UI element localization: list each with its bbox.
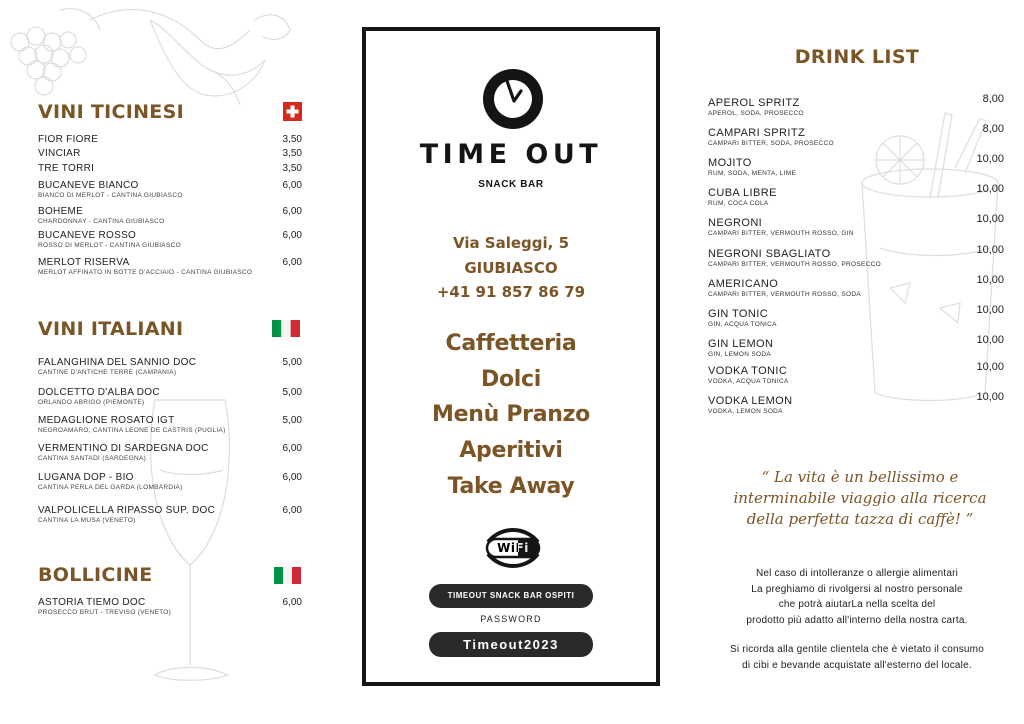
item-name: DOLCETTO D'ALBA DOC [38, 387, 160, 398]
wine-item [38, 443, 302, 462]
drink-item [708, 93, 1004, 117]
wifi-network-badge: TIMEOUT SNACK BAR OSPITI [429, 584, 593, 608]
wine-item [38, 472, 302, 491]
italy-flag-icon [272, 320, 300, 337]
drink-item [708, 244, 1004, 268]
item-name: GIN LEMON [708, 338, 774, 350]
item-name: AMERICANO [708, 278, 779, 290]
section-title-vini-ticinesi: VINI TICINESI [38, 101, 184, 123]
item-description: CAMPARI BITTER, SODA, PROSECCO [708, 140, 834, 147]
section-title-vini-italiani: VINI ITALIANI [38, 318, 184, 340]
item-description: BIANCO DI MERLOT - CANTINA GIUBIASCO [38, 192, 183, 199]
item-name: MERLOT RISERVA [38, 257, 130, 268]
wine-item [38, 180, 302, 199]
item-description: GIN, ACQUA TONICA [708, 321, 777, 328]
drink-item [708, 334, 1004, 358]
item-price: 6,00 [282, 597, 302, 608]
password-label: PASSWORD [480, 614, 542, 624]
item-description: CAMPARI BITTER, VERMOUTH ROSSO, SODA [708, 291, 861, 298]
quote-line: “ La vita è un bellissimo e [761, 468, 959, 486]
item-description: MERLOT AFFINATO IN BOTTE D'ACCIAIO - CANTINA GIUBIASCO [38, 269, 253, 276]
italy-flag-icon [274, 567, 301, 584]
wine-item [38, 134, 302, 145]
item-price: 3,50 [282, 163, 302, 174]
item-price: 5,00 [282, 357, 302, 368]
swiss-flag-icon [283, 102, 302, 121]
drink-list-title: DRINK LIST [794, 46, 920, 68]
item-name: CUBA LIBRE [708, 187, 777, 199]
item-name: VINCIAR [38, 148, 81, 159]
wine-list-panel [0, 0, 330, 724]
note-line: di cibi e bevande acquistate all'esterno del locale. [742, 659, 972, 671]
wine-item [38, 230, 302, 249]
item-description: PROSECCO BRUT - TREVISO (VENETO) [38, 609, 172, 616]
item-description: ROSSO DI MERLOT - CANTINA GIUBIASCO [38, 242, 181, 249]
item-name: FIOR FIORE [38, 134, 99, 145]
item-description: CAMPARI BITTER, VERMOUTH ROSSO, PROSECCO [708, 261, 881, 268]
item-description: CANTINA LA MUSA (VENETO) [38, 517, 136, 524]
wine-item [38, 415, 302, 434]
item-price: 6,00 [282, 257, 302, 268]
item-name: VODKA TONIC [708, 365, 788, 377]
coffee-quote [720, 467, 1000, 530]
item-description: CAMPARI BITTER, VERMOUTH ROSSO, GIN [708, 230, 854, 237]
service-take-away: Take Away [447, 474, 575, 499]
item-price: 10,00 [976, 361, 1004, 373]
drink-item [708, 304, 1004, 328]
item-price: 6,00 [282, 230, 302, 241]
item-price: 10,00 [976, 244, 1004, 256]
item-name: BOHEME [38, 206, 84, 217]
item-price: 8,00 [982, 123, 1004, 135]
drink-item [708, 391, 1004, 415]
wine-item [38, 387, 302, 406]
quote-line: interminabile viaggio alla ricerca [733, 489, 987, 507]
item-description: CANTINE D'ANTICHE TERRE (CAMPANIA) [38, 369, 177, 376]
grapes-sketch-icon [0, 0, 300, 110]
service-dolci: Dolci [481, 367, 541, 392]
item-name: TRE TORRI [38, 163, 95, 174]
service-menu-pranzo: Menù Pranzo [432, 402, 590, 427]
note-line: prodotto più adatto all'interno della nostra carta. [746, 614, 968, 626]
item-price: 10,00 [976, 213, 1004, 225]
item-description: CANTINA PERLA DEL GARDA (LOMBARDIA) [38, 484, 183, 491]
drink-item [708, 213, 1004, 237]
wine-item [38, 357, 302, 376]
wifi-icon [483, 528, 543, 568]
item-name: LUGANA DOP - BIO [38, 472, 134, 483]
wine-item [38, 206, 302, 225]
item-price: 10,00 [976, 391, 1004, 403]
item-price: 6,00 [282, 206, 302, 217]
item-description: VODKA, LEMON SODA [708, 408, 783, 415]
item-description: RUM, SODA, MENTA, LIME [708, 170, 797, 177]
item-name: MEDAGLIONE ROSATO IGT [38, 415, 175, 426]
item-price: 6,00 [282, 505, 302, 516]
note-line: Si ricorda alla gentile clientela che è vietato il consumo [730, 644, 984, 655]
item-description: ORLANDO ABRIGO (PIEMONTE) [38, 399, 145, 406]
cover-card [362, 27, 660, 686]
consumption-note [690, 642, 1024, 673]
item-price: 6,00 [282, 180, 302, 191]
wifi-label: WiFi [497, 541, 529, 555]
item-price: 5,00 [282, 387, 302, 398]
cover-panel [345, 0, 680, 724]
drink-item [708, 274, 1004, 298]
item-price: 10,00 [976, 153, 1004, 165]
item-price: 10,00 [976, 183, 1004, 195]
drink-item [708, 153, 1004, 177]
address-street: Via Saleggi, 5 [452, 234, 570, 252]
note-line: La preghiamo di rivolgersi al nostro personale [751, 583, 963, 595]
item-name: FALANGHINA DEL SANNIO DOC [38, 357, 197, 368]
item-name: BUCANEVE ROSSO [38, 230, 137, 241]
wine-item [38, 148, 302, 159]
allergy-note [690, 566, 1024, 628]
section-title-bollicine: BOLLICINE [38, 564, 153, 586]
item-name: GIN TONIC [708, 308, 769, 320]
item-description: RUM, COCA COLA [708, 200, 769, 207]
item-price: 6,00 [282, 472, 302, 483]
item-name: VODKA LEMON [708, 395, 793, 407]
drink-item [708, 123, 1004, 147]
item-description: CANTINA SANTADI (SARDEGNA) [38, 455, 147, 462]
item-name: NEGRONI [708, 217, 763, 229]
service-caffetteria: Caffetteria [445, 331, 577, 356]
item-price: 8,00 [982, 93, 1004, 105]
item-name: BUCANEVE BIANCO [38, 180, 139, 191]
clock-logo-icon [481, 67, 545, 131]
brand-name: TIME OUT [419, 139, 603, 170]
wifi-password-badge: Timeout2023 [429, 632, 593, 657]
item-name: APEROL SPRITZ [708, 97, 800, 109]
item-name: ASTORIA TIEMO DOC [38, 597, 146, 608]
quote-line: della perfetta tazza di caffè! ” [746, 510, 974, 528]
note-line: Nel caso di intolleranze o allergie alimentari [755, 568, 959, 579]
item-price: 3,50 [282, 134, 302, 145]
drink-list-panel [690, 0, 1024, 724]
wine-item [38, 257, 302, 276]
item-name: MOJITO [708, 157, 752, 169]
drink-item [708, 183, 1004, 207]
item-price: 10,00 [976, 334, 1004, 346]
item-name: NEGRONI SBAGLIATO [708, 248, 831, 260]
item-price: 6,00 [282, 443, 302, 454]
item-name: VALPOLICELLA RIPASSO SUP. DOC [38, 505, 216, 516]
brand-tagline: SNACK BAR [478, 179, 544, 190]
address-city: GIUBIASCO [464, 259, 558, 277]
note-line: che potrà aiutarLa nella scelta del [778, 599, 936, 610]
item-description: GIN, LEMON SODA [708, 351, 772, 358]
item-price: 3,50 [282, 148, 302, 159]
item-description: APEROL, SODA, PROSECCO [708, 110, 804, 117]
item-name: CAMPARI SPRITZ [708, 127, 806, 139]
wine-item [38, 163, 302, 174]
item-description: VODKA, ACQUA TONICA [708, 378, 789, 385]
item-price: 5,00 [282, 415, 302, 426]
wine-glass-sketch-icon [135, 390, 245, 690]
wine-item [38, 597, 302, 616]
item-price: 10,00 [976, 304, 1004, 316]
item-price: 10,00 [976, 274, 1004, 286]
phone-number: +41 91 857 86 79 [436, 283, 586, 301]
item-description: CHARDONNAY - CANTINA GIUBIASCO [38, 218, 165, 225]
wine-item [38, 505, 302, 524]
item-description: NEGROAMARO, CANTINA LEONE DE CASTRIS (PUGLIA) [38, 427, 226, 434]
item-name: VERMENTINO DI SARDEGNA DOC [38, 443, 209, 454]
service-aperitivi: Aperitivi [459, 438, 563, 463]
drink-item [708, 361, 1004, 385]
